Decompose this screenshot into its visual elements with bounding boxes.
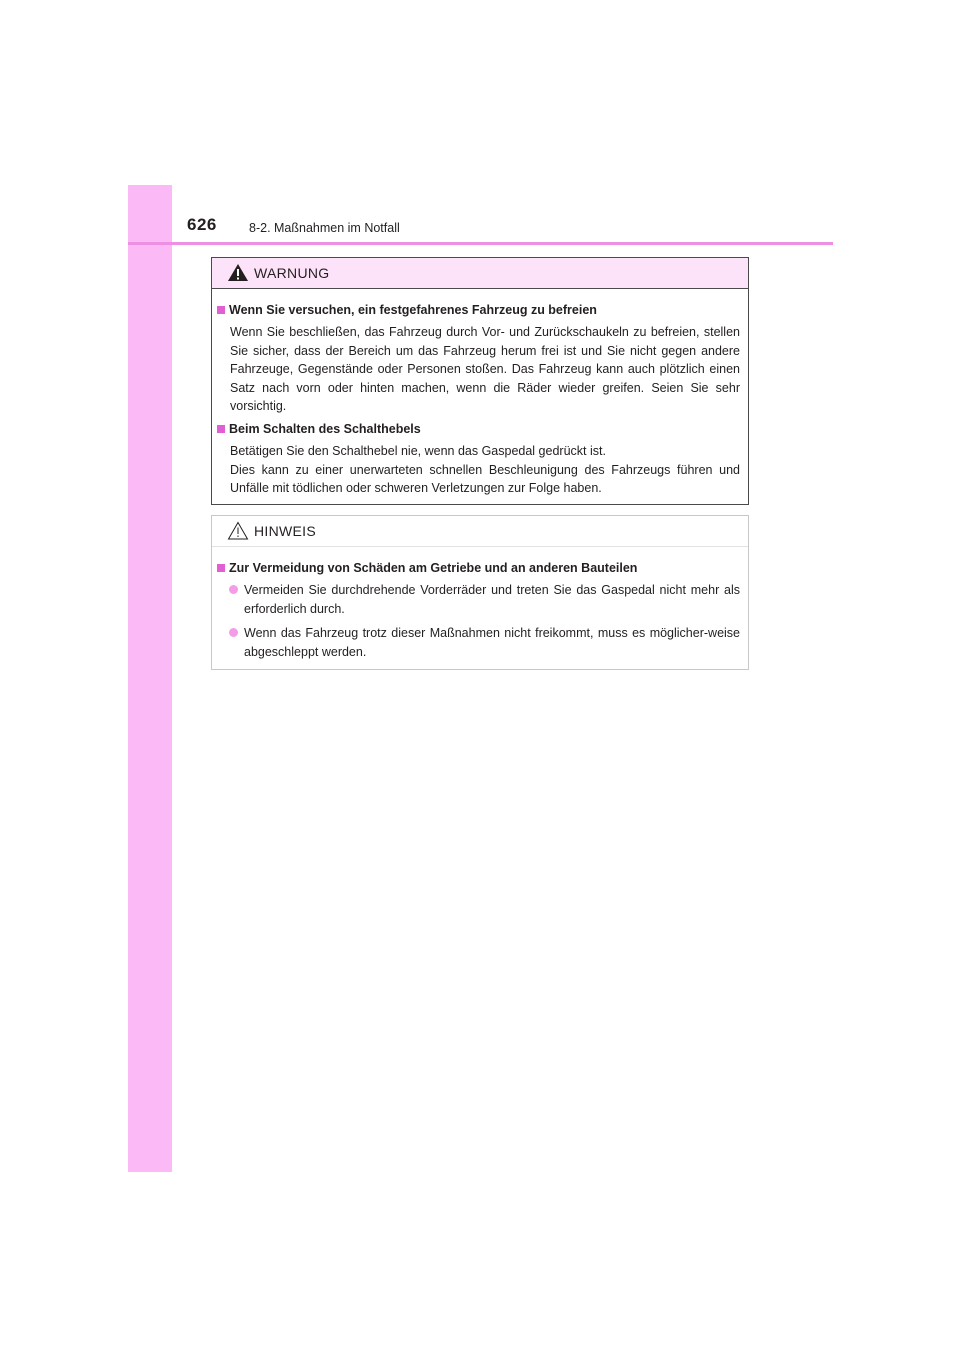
warning-paragraph: Betätigen Sie den Schalthebel nie, wenn das Gaspedal gedrückt ist. [230,443,606,458]
warning-triangle-icon [227,263,249,282]
warning-box [211,257,749,505]
header-divider [128,242,833,245]
square-bullet-icon [217,425,225,433]
notice-label: HINWEIS [254,523,316,539]
section-title: 8-2. Maßnahmen im Notfall [249,221,400,235]
notice-item-title: Zur Vermeidung von Schäden am Getriebe und an anderen Bauteilen [217,559,740,577]
circle-bullet-icon [229,628,238,637]
notice-triangle-icon [227,521,249,540]
warning-header [212,258,748,289]
square-bullet-icon [217,564,225,572]
notice-body [212,547,748,661]
warning-body [212,289,748,498]
warning-item-title: Beim Schalten des Schalthebels [217,420,740,438]
list-item: Vermeiden Sie durchdrehende Vorderräder und treten Sie das Gaspedal nicht mehr als erforderlich durch. [229,581,740,618]
square-bullet-icon [217,306,225,314]
warning-label: WARNUNG [254,265,330,281]
circle-bullet-icon [229,585,238,594]
warning-paragraph: Wenn Sie beschließen, das Fahrzeug durch Vor- und Zurückschaukeln zu befreien, stellen Sie sicher, dass der Bereich um das Fahrzeug herum frei ist und Sie nicht gegen andere Fahrzeuge, Gegenstände oder Personen stoßen. Das Fahrzeug kann auch plötzlich einen Satz nach vorn oder hinten machen, wenn die Räder wieder greifen. Seien Sie sehr vorsichtig. [230,325,740,414]
warning-paragraph: Dies kann zu einer unerwarteten schnellen Beschleunigung des Fahrzeugs führen und Unfälle mit tödlichen oder schweren Verletzungen zur Folge haben. [230,462,740,496]
warning-item-title: Wenn Sie versuchen, ein festgefahrenes Fahrzeug zu befreien [217,301,740,319]
notice-header [212,516,748,547]
notice-box [211,515,749,670]
list-item: Wenn das Fahrzeug trotz dieser Maßnahmen nicht freikommt, muss es möglicher-weise abgeschleppt werden. [229,624,740,661]
page-number: 626 [187,215,217,234]
section-sidebar-tab [128,185,172,1172]
